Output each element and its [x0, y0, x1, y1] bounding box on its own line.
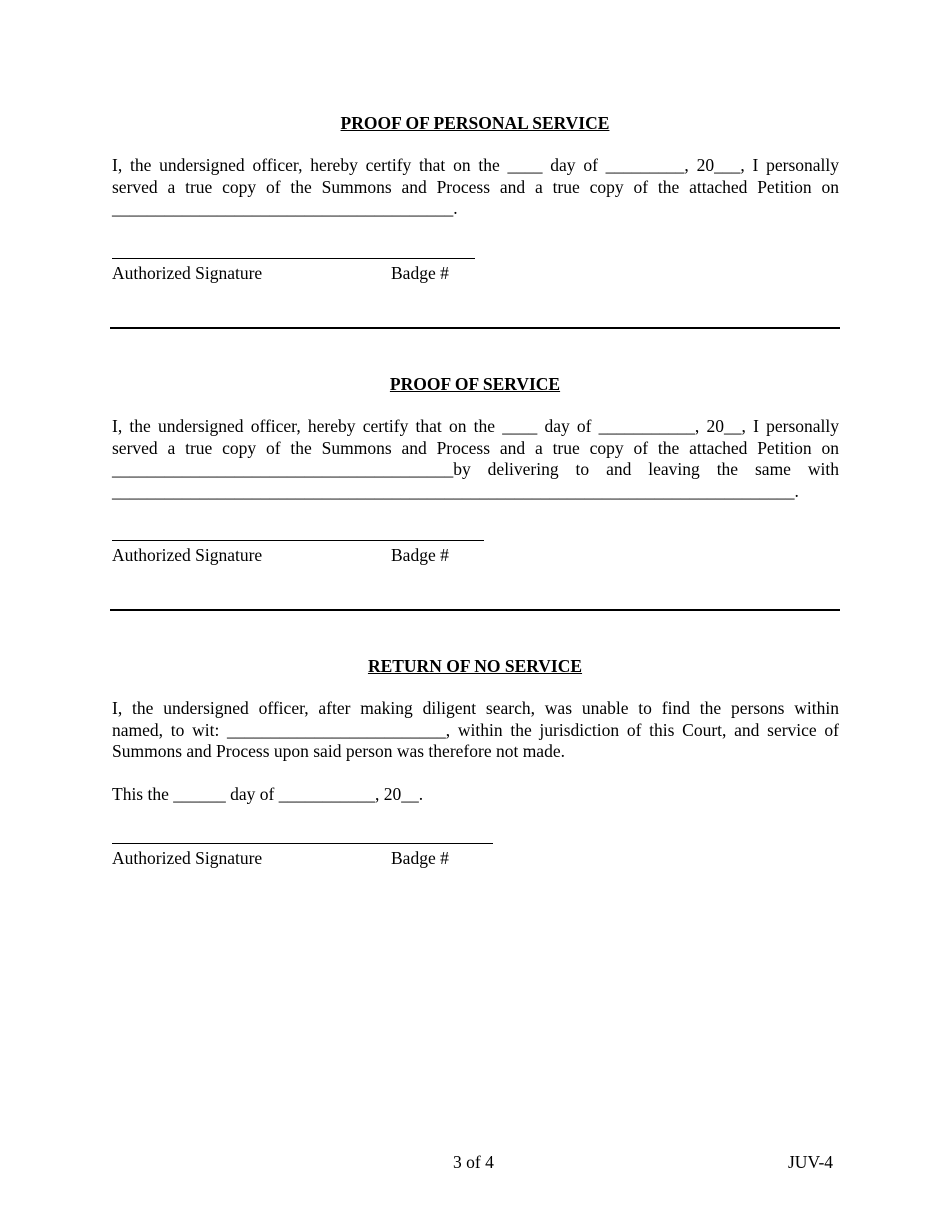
date-line: This the ______ day of ___________, 20__. [112, 784, 424, 804]
paragraph-line: named, to wit: _________________________, within the jurisdiction of this Court, and service of [112, 719, 839, 740]
proof-of-personal-service-paragraph [112, 155, 839, 220]
section-divider [110, 327, 840, 329]
return-of-no-service-heading: RETURN OF NO SERVICE [367, 656, 583, 676]
signature-line [112, 843, 493, 844]
authorized-signature-label: Authorized Signature [112, 545, 263, 565]
badge-label: Badge # [391, 545, 449, 565]
proof-of-personal-service-heading: PROOF OF PERSONAL SERVICE [340, 113, 610, 133]
badge-label: Badge # [391, 848, 449, 868]
authorized-signature-label: Authorized Signature [112, 848, 263, 868]
paragraph-line: served a true copy of the Summons and Process and a true copy of the attached Petition on [112, 176, 839, 197]
paragraph-line: I, the undersigned officer, hereby certify that on the ____ day of ___________, 20__, I personally [112, 416, 839, 436]
signature-line [112, 258, 475, 259]
paragraph-line: Summons and Process upon said person was therefore not made. [112, 741, 565, 761]
proof-of-service-paragraph [112, 416, 839, 502]
paragraph-line: served a true copy of the Summons and Process and a true copy of the attached Petition on [112, 437, 839, 458]
signature-line [112, 540, 484, 541]
page-number: 3 of 4 [453, 1152, 494, 1172]
form-id: JUV-4 [788, 1152, 834, 1172]
return-of-no-service-paragraph [112, 698, 839, 763]
section-divider [110, 609, 840, 611]
badge-label: Badge # [391, 263, 449, 283]
proof-of-service-heading: PROOF OF SERVICE [389, 374, 561, 394]
paragraph-line: _______________________________________by delivering to and leaving the same with [112, 459, 839, 479]
paragraph-line: I, the undersigned officer, after making diligent search, was unable to find the persons within [112, 698, 839, 718]
paragraph-line: ______________________________________________________________________________. [112, 480, 799, 501]
paragraph-line: _______________________________________. [112, 198, 458, 218]
paragraph-line: I, the undersigned officer, hereby certify that on the ____ day of _________, 20___, I personally [112, 155, 839, 175]
authorized-signature-label: Authorized Signature [112, 263, 263, 283]
